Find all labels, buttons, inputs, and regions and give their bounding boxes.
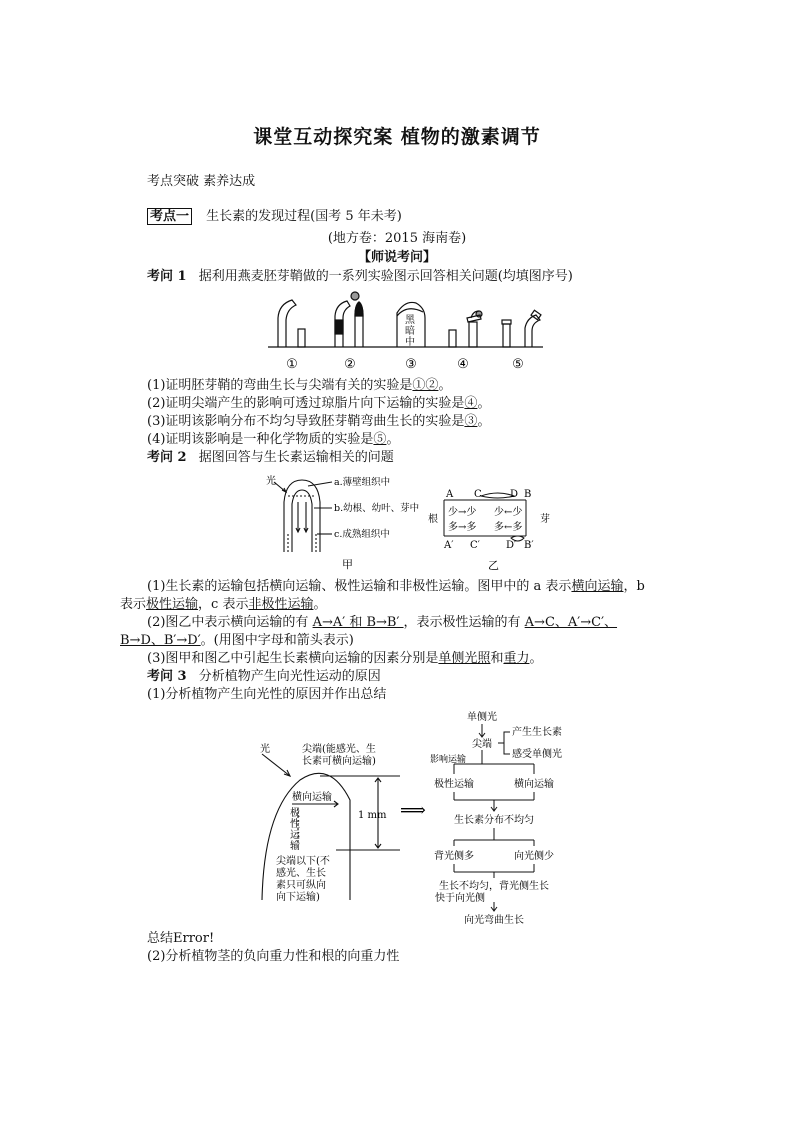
flow-final: 向光弯曲生长 <box>464 915 524 926</box>
q2-p3: (3)图甲和图乙中引起生长素横向运输的因素分别是单侧光照和重力。 <box>147 651 543 666</box>
fig-label-2: ② <box>344 357 356 372</box>
q1-answer-2: (2)证明尖端产生的影响可透过琼脂片向下运输的实验是④。 <box>147 396 491 411</box>
flow-front: 向光侧少 <box>514 851 554 862</box>
fig3-label-3: 中 <box>405 337 415 348</box>
fig3-label-2: 暗 <box>405 326 415 337</box>
left-fig-below-3: 素只可纵向 <box>276 880 326 891</box>
kaodian-label: 考点一 <box>147 208 192 225</box>
q1-text: 据利用燕麦胚芽鞘做的一系列实验图示回答相关问题(均填图序号) <box>198 269 573 284</box>
left-fig-light: 光 <box>260 744 270 755</box>
left-fig-tip-1: 尖端(能感光、生 <box>302 744 376 755</box>
section-subtitle: 考点突破 素养达成 <box>147 174 256 189</box>
page-title: 课堂互动探究案 植物的激素调节 <box>253 126 541 148</box>
yi-caption: 乙 <box>488 559 499 572</box>
left-fig-polar-1: 极 <box>290 808 300 819</box>
left-fig-polar-2: 性 <box>290 819 300 830</box>
yi-top-a: A <box>446 489 454 500</box>
shishuo-heading: 【师说考问】 <box>357 250 436 265</box>
jia-label-c: c.成熟组织中 <box>334 529 390 540</box>
fig5-stump-1 <box>503 324 510 347</box>
figure-jia <box>262 472 442 572</box>
flow-result-1: 生长不均匀，背光侧生长 <box>439 881 549 892</box>
q3-sub2: (2)分析植物茎的负向重力性和根的向重力性 <box>147 949 400 964</box>
flow-sense: 感受单侧光 <box>512 749 562 760</box>
fig2-cap-tip <box>355 302 363 316</box>
yi-right-row-2: 多←多 <box>494 522 523 533</box>
flow-produce: 产生生长素 <box>512 727 562 738</box>
fig2-light-icon <box>351 292 359 300</box>
fig-label-4: ④ <box>457 357 469 372</box>
q2-p1-line1: (1)生长素的运输包括横向运输、极性运输和非极性运输。图甲中的 a 表示横向运输，b <box>147 579 645 594</box>
fig1-coleoptile <box>278 300 296 347</box>
yi-bottom-b: B′ <box>524 540 534 551</box>
q3-summary: 总结Error! <box>147 931 215 946</box>
flow-lateral: 横向运输 <box>514 779 554 790</box>
flow-chart <box>420 706 600 928</box>
yi-bud: 芽 <box>540 514 550 525</box>
flow-back: 背光侧多 <box>434 851 474 862</box>
flow-light: 单侧光 <box>467 712 497 723</box>
fig2-cap-black <box>335 320 343 334</box>
q2-line <box>147 449 394 467</box>
kaodian-line <box>147 208 402 226</box>
yi-top-b: B <box>524 489 532 500</box>
fig-label-3: ③ <box>405 357 417 372</box>
fig4-stump-2 <box>469 322 477 347</box>
jia-inner <box>292 490 312 552</box>
left-fig-below-2: 感光、生长 <box>276 868 326 879</box>
light-arrow <box>262 754 290 776</box>
jia-outer <box>284 480 320 552</box>
fig5-agar <box>502 320 511 324</box>
fig-label-5: ⑤ <box>512 357 524 372</box>
coleoptile-figure <box>268 288 548 374</box>
q2-p2-line1: (2)图乙中表示横向运输的有 A→A′ 和 B→B′ ，表示极性运输的有 A→C、A′→C′、 <box>147 615 618 630</box>
q2-text: 据图回答与生长素运输相关的问题 <box>198 450 394 465</box>
q2-label: 考问 2 <box>147 450 187 465</box>
q1-answer-4: (4)证明该影响是一种化学物质的实验是⑤。 <box>147 432 400 447</box>
fig1-stump <box>298 329 305 347</box>
fig-label-1: ① <box>286 357 298 372</box>
q1-label: 考问 1 <box>147 269 187 284</box>
left-fig-polar-4: 输 <box>290 841 300 852</box>
yi-bottom-c: C′ <box>470 540 480 551</box>
flow-affect: 影响运输 <box>430 755 467 765</box>
yi-root: 根 <box>428 514 438 525</box>
fig4-stump-1 <box>449 330 456 347</box>
yi-top-c: C <box>474 489 482 500</box>
flow-result-2: 快于向光侧 <box>435 893 485 904</box>
q2-p1-line2: 表示极性运输，c 表示非极性运输。 <box>120 597 327 612</box>
yi-bottom-d: D′ <box>506 540 517 551</box>
flow-polar: 极性运输 <box>434 779 474 790</box>
left-fig-below-4: 向下运输) <box>276 892 320 903</box>
q3-text: 分析植物产生向光性运动的原因 <box>198 669 381 684</box>
jia-label-b: b.幼根、幼叶、芽中 <box>334 503 420 514</box>
q2-p2-line2: B→D、B′→D′。(用图中字母和箭头表示) <box>120 633 354 648</box>
yi-left-row-2: 多→多 <box>448 522 477 533</box>
q1-answer-3: (3)证明该影响分布不均匀导致胚芽鞘弯曲生长的实验是③。 <box>147 414 491 429</box>
phototropism-figure <box>250 740 430 915</box>
yi-bottom-a: A′ <box>444 540 454 551</box>
left-fig-lateral: 横向运输 <box>292 792 332 803</box>
jia-caption: 甲 <box>342 558 353 571</box>
yi-right-row-1: 少←少 <box>494 507 523 518</box>
left-fig-polar-3: 运 <box>290 830 300 841</box>
q3-line <box>147 668 381 686</box>
kaodian-source: (地方卷：2015 海南卷) <box>327 231 467 246</box>
jia-label-a: a.薄壁组织中 <box>334 477 391 488</box>
q1-answer-1: (1)证明胚芽鞘的弯曲生长与尖端有关的实验是①②。 <box>147 378 452 393</box>
q1-line <box>147 268 573 286</box>
left-fig-below-1: 尖端以下(不 <box>276 856 330 867</box>
figure-yi <box>426 488 586 572</box>
q3-sub1: (1)分析植物产生向光性的原因并作出总结 <box>147 687 387 702</box>
left-fig-tip-2: 长素可横向运输) <box>302 756 376 767</box>
flow-tip: 尖端 <box>472 739 492 750</box>
q3-label: 考问 3 <box>147 669 187 684</box>
fig3-label-1: 黑 <box>405 315 415 326</box>
left-fig-implies-arrow: ⟹ <box>400 800 426 821</box>
yi-top-d: D <box>510 489 519 500</box>
left-fig-scale: 1 mm <box>358 810 387 821</box>
flow-uneven: 生长素分布不均匀 <box>454 815 534 826</box>
jia-light-label: 光 <box>266 476 276 487</box>
yi-left-row-1: 少→少 <box>448 507 477 518</box>
kaodian-text: 生长素的发现过程(国考 5 年未考) <box>206 209 402 224</box>
